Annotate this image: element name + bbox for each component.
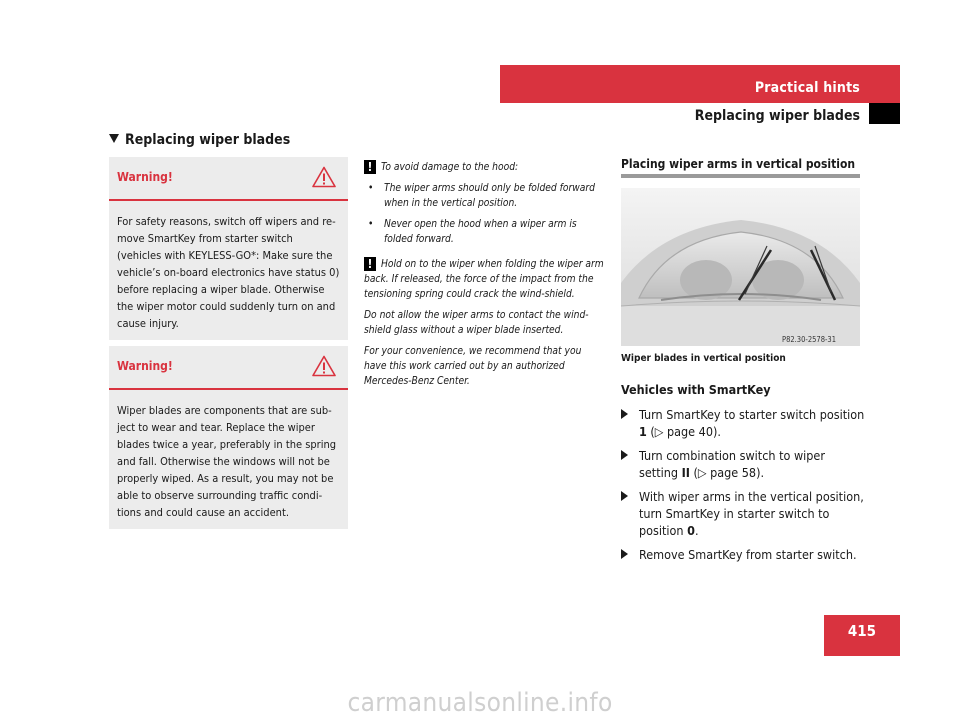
instruction-step <box>621 546 866 563</box>
step-text: Turn SmartKey to starter switch position <box>639 407 865 422</box>
note-paragraph: For your convenience, we recommend that you have this work carried out by an authorized Mercedes-Benz Center. <box>364 346 582 387</box>
warning-text: Wiper blades are components that are sub-ject to wear and tear. Replace the wiper blades twice a year, preferably in the spring and fall. Otherwise the windows will not be properly wiped. As a result, you may not be able to observe surrounding traffic condi-tions and could cause an accident. <box>117 404 337 519</box>
step-text: With wiper arms in the vertical position, turn SmartKey in starter switch to position <box>639 489 864 538</box>
warning-label: Warning! <box>117 359 173 373</box>
photo-caption: Wiper blades in vertical position <box>621 353 786 364</box>
warning-box <box>109 157 348 340</box>
arrow-bullet-icon <box>621 491 628 501</box>
exclamation-icon: ! <box>364 160 376 174</box>
subsection-title: Placing wiper arms in vertical position <box>621 157 856 171</box>
warning-box <box>109 346 348 529</box>
note-wiper-handling <box>364 257 606 389</box>
step-text: Turn combination switch to wiper setting <box>639 448 825 480</box>
note-intro: To avoid damage to the hood: <box>381 162 519 173</box>
triangle-bullet-icon <box>109 134 119 143</box>
header-marker-block <box>869 103 900 124</box>
list-item-text: Never open the hood when a wiper arm is folded forward. <box>384 219 577 245</box>
watermark: carmanualsonline.info <box>347 688 613 718</box>
list-item <box>364 217 606 247</box>
warning-text: For safety reasons, switch off wipers and re-move SmartKey from starter switch (vehicles with KEYLESS-GO*: Make sure the vehicle’s on-board electronics have status 0) before replacing a wiper blade. Otherwise the wiper motor could suddenly turn on and cause injury. <box>117 215 340 330</box>
bullet-icon: • <box>368 183 374 194</box>
list-item-text: The wiper arms should only be folded forward when in the vertical position. <box>384 183 595 209</box>
windshield-photo <box>621 188 860 346</box>
subheading: Vehicles with SmartKey <box>621 382 771 397</box>
warning-triangle-icon <box>312 355 336 377</box>
note-paragraph: Do not allow the wiper arms to contact the wind-shield glass without a wiper blade inserted. <box>364 310 589 336</box>
arrow-bullet-icon <box>621 549 628 559</box>
step-value: 1 <box>639 424 647 439</box>
title-rule <box>621 174 860 178</box>
section-title <box>109 132 290 148</box>
photo-reference-code: P82.30-2578-31 <box>782 335 837 344</box>
step-value: 0 <box>687 523 695 538</box>
instruction-step <box>621 488 866 539</box>
instruction-step <box>621 406 866 440</box>
warning-header <box>109 346 348 390</box>
chapter-title: Practical hints <box>754 80 860 96</box>
list-item <box>364 181 606 211</box>
arrow-bullet-icon <box>621 409 628 419</box>
step-text: Remove SmartKey from starter switch. <box>639 547 857 562</box>
page-number: 415 <box>847 622 877 640</box>
arrow-bullet-icon <box>621 450 628 460</box>
bullet-icon: • <box>368 219 374 230</box>
car-windshield-illustration <box>621 188 860 346</box>
warning-label: Warning! <box>117 170 173 184</box>
exclamation-icon: ! <box>364 257 376 271</box>
warning-header <box>109 157 348 201</box>
warning-triangle-icon <box>312 166 336 188</box>
instruction-step <box>621 447 866 481</box>
note-paragraph: Hold on to the wiper when folding the wiper arm back. If released, the force of the impact from the tensioning spring could crack the wind-shield. <box>364 259 604 300</box>
section-title-text: Replacing wiper blades <box>125 132 291 148</box>
step-reference: (▷ page 40). <box>646 424 721 439</box>
step-value: II <box>681 465 690 480</box>
note-damage-hood <box>364 160 606 247</box>
step-reference: (▷ page 58). <box>689 465 765 480</box>
step-text: . <box>694 523 699 538</box>
section-header-title: Replacing wiper blades <box>694 108 860 124</box>
